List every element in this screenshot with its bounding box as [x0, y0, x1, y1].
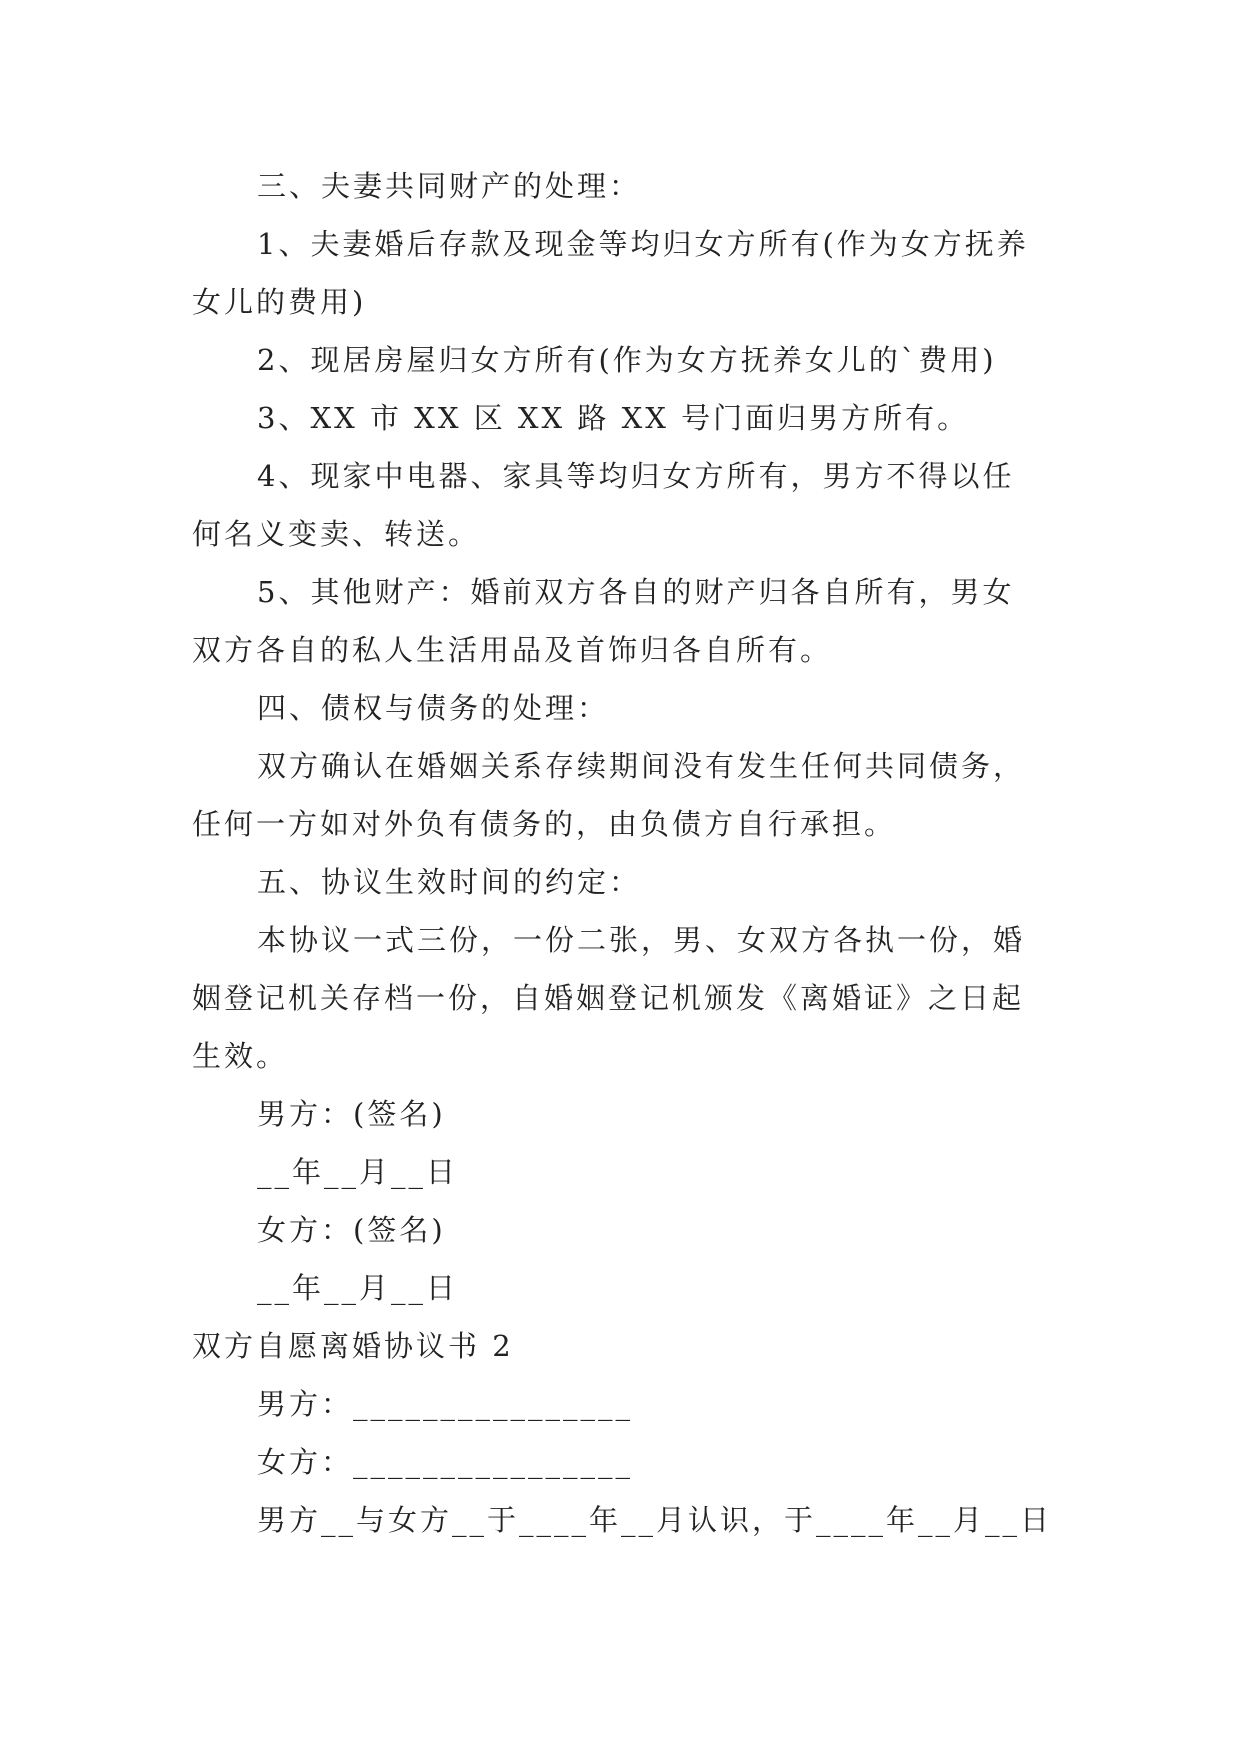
acquaintance-line: 男方__与女方__于____年__月认识，于____年__月__日 [257, 1503, 1053, 1537]
debt-paragraph: 双方确认在婚姻关系存续期间没有发生任何共同债务， [257, 749, 1026, 783]
property-item-5-cont: 双方各自的私人生活用品及首饰归各自所有。 [192, 633, 833, 667]
property-item-4: 4、现家中电器、家具等均归女方所有，男方不得以任 [257, 459, 1015, 493]
property-item-1: 1、夫妻婚后存款及现金等均归女方所有(作为女方抚养 [257, 227, 1029, 261]
property-item-2: 2、现居房屋归女方所有(作为女方抚养女儿的`费用) [257, 343, 997, 377]
property-item-5: 5、其他财产：婚前双方各自的财产归各自所有，男女 [257, 575, 1015, 609]
property-item-1-cont: 女儿的费用) [192, 285, 367, 319]
male-party-field: 男方：________________ [257, 1387, 634, 1421]
agreement-2-title: 双方自愿离婚协议书 2 [192, 1329, 514, 1363]
female-date: __年__月__日 [257, 1271, 459, 1305]
female-party-field: 女方：________________ [257, 1445, 634, 1479]
section-four-heading: 四、债权与债务的处理： [257, 691, 610, 725]
effect-paragraph-cont-1: 姻登记机关存档一份，自婚姻登记机颁发《离婚证》之日起 [192, 981, 1025, 1015]
property-item-4-cont: 何名义变卖、转送。 [192, 517, 481, 551]
female-signature: 女方：(签名) [257, 1213, 446, 1247]
effect-paragraph: 本协议一式三份，一份二张，男、女双方各执一份，婚 [257, 923, 1026, 957]
property-item-3: 3、XX 市 XX 区 XX 路 XX 号门面归男方所有。 [257, 401, 970, 435]
male-date: __年__月__日 [257, 1155, 459, 1189]
effect-paragraph-cont-2: 生效。 [192, 1039, 289, 1073]
debt-paragraph-cont: 任何一方如对外负有债务的，由负债方自行承担。 [192, 807, 897, 841]
male-signature: 男方：(签名) [257, 1097, 446, 1131]
section-three-heading: 三、夫妻共同财产的处理： [257, 169, 642, 203]
section-five-heading: 五、协议生效时间的约定： [257, 865, 642, 899]
